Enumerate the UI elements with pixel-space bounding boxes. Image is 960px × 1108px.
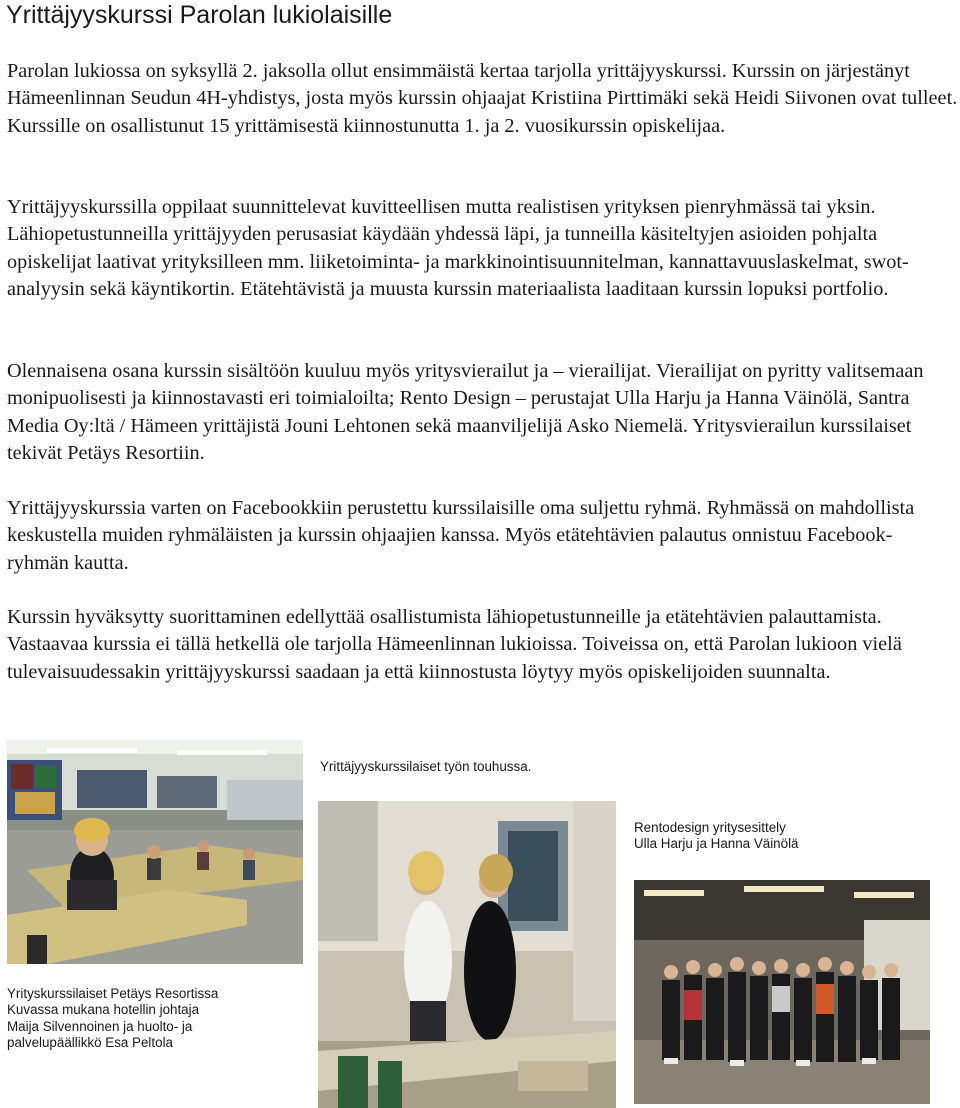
- group-photo: [634, 880, 930, 1104]
- caption-petays-line3: Maija Silvennoinen ja huolto- ja: [7, 1018, 193, 1034]
- caption-petays: [7, 986, 218, 1051]
- caption-rentodesign-line1: Rentodesign yritysesittely: [634, 820, 786, 835]
- paragraph-completion: Kurssin hyväksytty suorittaminen edellyttää osallistumista lähiopetustunneille ja etätehtävien palauttamista. Vastaavaa kurssia ei tällä hetkellä ole tarjolla Hämeenlinnan lukioissa. Toiveissa on, että Parolan lukioon vielä tulevaisuudessakin yrittäjyyskurssi saadaan ja että kiinnostusta löytyy myös opiskelijoiden suunnalta.: [7, 606, 902, 683]
- paragraph-visits: Olennaisena osana kurssin sisältöön kuuluu myös yritysvierailut ja – vierailijat. Vierailijat on pyritty valitsemaan monipuolisesti ja kiinnostavasti eri toimialoilta; Rento Design – perustajat Ulla Harju ja Hanna Väinölä, Santra Media Oy:ltä / Hämeen yrittäjistä Jouni Lehtonen sekä maanviljelijä Asko Niemelä. Yritysvierailun kurssilaiset tekivät Petäys Resortiin.: [7, 360, 924, 464]
- caption-rentodesign-line2: Ulla Harju ja Hanna Väinölä: [634, 836, 799, 852]
- paragraph-intro: Parolan lukiossa on syksyllä 2. jaksolla ollut ensimmäistä kertaa tarjolla yrittäjyyskurssi. Kurssin on järjestänyt Hämeenlinnan Seudun 4H-yhdistys, josta myös kurssin ohjaajat Kristiina Pirttimäki sekä Heidi Siivonen ovat tulleet. Kurssille on osallistunut 15 yrittämisestä kiinnostunutta 1. ja 2. vuosikurssin opiskelijaa.: [7, 60, 958, 137]
- caption-petays-line4: palvelupäällikkö Esa Peltola: [7, 1034, 173, 1050]
- paragraph-course-content: Yrittäjyyskurssilla oppilaat suunnittelevat kuvitteellisen mutta realistisen yrityksen pienryhmässä tai yksin. Lähiopetustunneilla yrittäjyyden perusasiat käydään yhdessä läpi, ja tunneilla käsiteltyjen asioiden pohjalta opiskelijat laativat yrityksilleen mm. liiketoiminta- ja markkinointisuunnitelman, kannattavuuslaskelmat, swot-analyysin sekä käyntikortin. Etätehtävistä ja muusta kurssin materiaalista laaditaan kurssin lopuksi portfolio.: [7, 196, 909, 300]
- classroom-photo: [7, 740, 303, 964]
- caption-rentodesign: [634, 820, 799, 853]
- presenters-photo: [318, 801, 616, 1108]
- caption-petays-line1: Yrityskurssilaiset Petäys Resortissa: [7, 986, 219, 1001]
- article-title: Yrittäjyyskurssi Parolan lukiolaisille: [6, 1, 393, 29]
- paragraph-facebook: Yrittäjyyskurssia varten on Facebookkiin perustettu kurssilaisille oma suljettu ryhmä. Ryhmässä on mahdollista keskustella muiden ryhmäläisten ja kurssin ohjaajien kanssa. Myös etätehtävien palautus onnistuu Facebook- ryhmän kautta.: [7, 497, 915, 574]
- caption-petays-line2: Kuvassa mukana hotellin johtaja: [7, 1002, 200, 1018]
- caption-classroom: Yrittäjyyskurssilaiset työn touhussa.: [320, 759, 532, 774]
